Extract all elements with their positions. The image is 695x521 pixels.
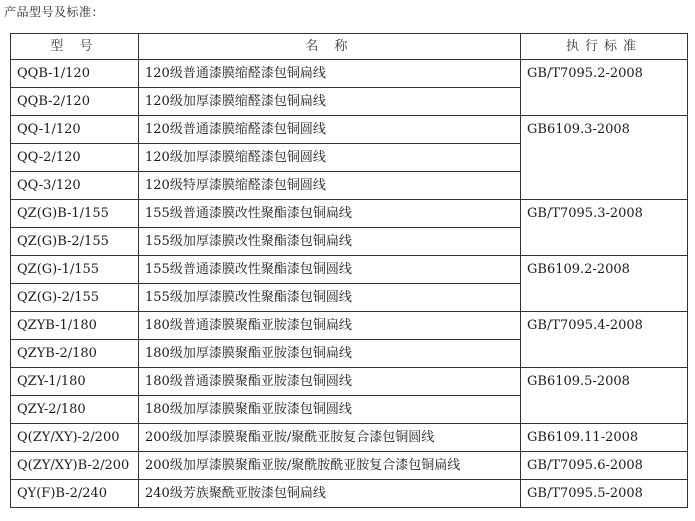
product-name-cell: 180级普通漆膜聚酯亚胺漆包铜圆线 <box>139 368 521 396</box>
model-cell: QZYB-2/180 <box>11 340 139 368</box>
product-name-cell: 155级加厚漆膜改性聚酯漆包铜扁线 <box>139 228 521 256</box>
table-row <box>11 480 688 508</box>
standard-cell: GB6109.11-2008 <box>521 424 688 452</box>
product-name-cell: 240级芳族聚酰亚胺漆包铜扁线 <box>139 480 521 508</box>
table-row <box>11 452 688 480</box>
table-row <box>11 312 688 340</box>
model-cell: QZYB-1/180 <box>11 312 139 340</box>
product-name-cell: 200级加厚漆膜聚酯亚胺/聚酰胺酰亚胺复合漆包铜扁线 <box>139 452 521 480</box>
table-row <box>11 200 688 228</box>
product-name-cell: 155级加厚漆膜改性聚酯漆包铜圆线 <box>139 284 521 312</box>
standard-cell: GB/T7095.2-2008 <box>521 60 688 116</box>
model-cell: QQ-3/120 <box>11 172 139 200</box>
model-cell: QZY-1/180 <box>11 368 139 396</box>
table-row <box>11 256 688 284</box>
model-cell: QZ(G)B-2/155 <box>11 228 139 256</box>
product-name-cell: 180级普通漆膜聚酯亚胺漆包铜扁线 <box>139 312 521 340</box>
product-name-cell: 120级加厚漆膜缩醛漆包铜扁线 <box>139 88 521 116</box>
model-cell: QQB-1/120 <box>11 60 139 88</box>
product-name-cell: 180级加厚漆膜聚酯亚胺漆包铜扁线 <box>139 340 521 368</box>
table-row <box>11 116 688 144</box>
product-name-cell: 155级普通漆膜改性聚酯漆包铜扁线 <box>139 200 521 228</box>
product-name-cell: 120级加厚漆膜缩醛漆包铜圆线 <box>139 144 521 172</box>
model-cell: QZ(G)-1/155 <box>11 256 139 284</box>
standard-cell: GB6109.2-2008 <box>521 256 688 312</box>
header-name: 名 称 <box>139 34 521 60</box>
model-cell: QZ(G)B-1/155 <box>11 200 139 228</box>
product-spec-table <box>10 33 688 508</box>
table-body <box>11 60 688 508</box>
model-cell: QY(F)B-2/240 <box>11 480 139 508</box>
model-cell: Q(ZY/XY)-2/200 <box>11 424 139 452</box>
product-name-cell: 120级特厚漆膜缩醛漆包铜圆线 <box>139 172 521 200</box>
product-name-cell: 120级普通漆膜缩醛漆包铜圆线 <box>139 116 521 144</box>
model-cell: QQ-1/120 <box>11 116 139 144</box>
page-heading: 产品型号及标准： <box>4 5 105 19</box>
model-cell: QZY-2/180 <box>11 396 139 424</box>
header-model: 型 号 <box>11 34 139 60</box>
model-cell: QQ-2/120 <box>11 144 139 172</box>
product-name-cell: 120级普通漆膜缩醛漆包铜扁线 <box>139 60 521 88</box>
table-row <box>11 368 688 396</box>
model-cell: QQB-2/120 <box>11 88 139 116</box>
table-header-row <box>11 34 688 60</box>
product-name-cell: 155级普通漆膜改性聚酯漆包铜圆线 <box>139 256 521 284</box>
table-row <box>11 60 688 88</box>
product-name-cell: 200级加厚漆膜聚酯亚胺/聚酰亚胺复合漆包铜圆线 <box>139 424 521 452</box>
standard-cell: GB/T7095.5-2008 <box>521 480 688 508</box>
standard-cell: GB6109.5-2008 <box>521 368 688 424</box>
standard-cell: GB6109.3-2008 <box>521 116 688 200</box>
model-cell: Q(ZY/XY)B-2/200 <box>11 452 139 480</box>
product-name-cell: 180级加厚漆膜聚酯亚胺漆包铜圆线 <box>139 396 521 424</box>
model-cell: QZ(G)-2/155 <box>11 284 139 312</box>
header-standard: 执行标准 <box>521 34 688 60</box>
standard-cell: GB/T7095.6-2008 <box>521 452 688 480</box>
table-row <box>11 424 688 452</box>
standard-cell: GB/T7095.3-2008 <box>521 200 688 256</box>
standard-cell: GB/T7095.4-2008 <box>521 312 688 368</box>
